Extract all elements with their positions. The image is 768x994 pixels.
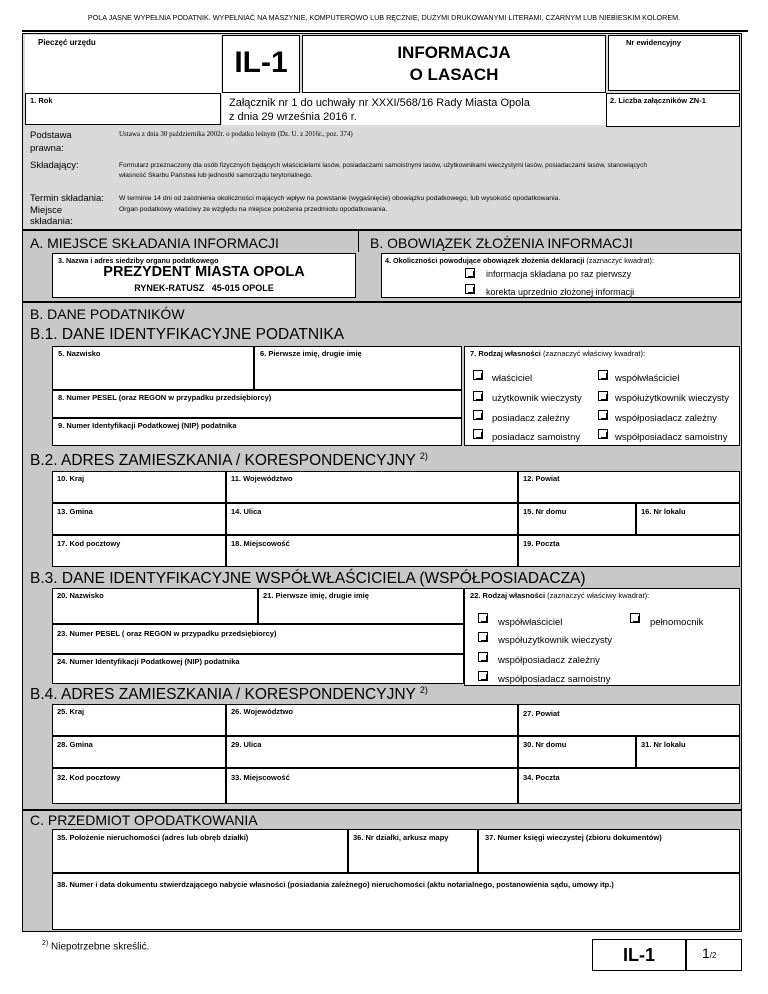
- option-co-independent-holder: współposiadacz samoistny: [615, 432, 728, 443]
- b2-footnote-mark: 2): [419, 451, 428, 461]
- form-code: IL-1: [234, 46, 288, 79]
- filers-text-1: Formularz przeznaczony dla osób fizycznych będących właścicielami lasów, posiadaczami samoistnymi lasów, użytkownikami wieczystymi lasów, posiadaczami lasów, stanowiących: [119, 162, 648, 169]
- field-5-label: 5. Nazwisko: [58, 349, 101, 358]
- option-b3-co-independent-holder: współposiadacz samoistny: [498, 674, 611, 685]
- header-rule: [22, 30, 748, 32]
- checkbox-co-independent-holder[interactable]: [598, 429, 608, 439]
- field-11-label: 11. Województwo: [231, 474, 293, 483]
- option-correction: korekta uprzednio złożonej informacji: [486, 287, 635, 297]
- field-17-label: 17. Kod pocztowy: [57, 539, 121, 548]
- deadline-label: Termin składania:: [30, 193, 104, 204]
- option-perpetual-user: użytkownik wieczysty: [492, 393, 582, 404]
- field-33-label: 33. Miejscowość: [231, 773, 290, 782]
- section-b-obligation-heading: B. OBOWIĄZEK ZŁOŻENIA INFORMACJI: [370, 235, 633, 251]
- basis-label-1: Podstawa: [30, 130, 72, 141]
- year-label: 1. Rok: [30, 96, 53, 105]
- section-ab-divider: [358, 230, 359, 252]
- field-7-hint: (zaznaczyć właściwy kwadrat):: [542, 349, 646, 358]
- field-30-label: 30. Nr domu: [523, 740, 567, 749]
- b2-heading: [30, 451, 428, 470]
- b2-heading-text: B.2. ADRES ZAMIESZKANIA / KORESPONDENCYJNY: [30, 452, 416, 470]
- checkbox-first-filing[interactable]: [465, 268, 475, 278]
- basis-label-2: prawna:: [30, 143, 64, 154]
- checkbox-owner[interactable]: [473, 370, 483, 380]
- footer-form-code: IL-1: [622, 945, 655, 965]
- year-field[interactable]: [25, 93, 221, 125]
- option-b3-co-dependent-holder: współposiadacz zależny: [498, 655, 600, 666]
- field-22-hint: (zaznaczyć właściwy kwadrat):: [547, 591, 650, 600]
- field-26-label: 26. Województwo: [231, 707, 293, 716]
- place-label-1: Miejsce: [30, 205, 63, 216]
- field-20-label: 20. Nazwisko: [57, 591, 104, 600]
- checkbox-co-owner[interactable]: [598, 370, 608, 380]
- attachment-line2: z dnia 29 września 2016 r.: [229, 111, 357, 123]
- checkbox-b3-co-perpetual-user[interactable]: [478, 632, 488, 642]
- page-total: /2: [709, 951, 717, 960]
- authority-name: PREZYDENT MIASTA OPOLA: [103, 264, 305, 280]
- checkbox-b3-co-independent-holder[interactable]: [478, 671, 488, 681]
- field-16-label: 16. Nr lokalu: [641, 507, 686, 516]
- place-label: [30, 205, 73, 227]
- basis-text: Ustawa z dnia 30 października 2002r. o podatku leśnym (Dz. U. z 2016r., poz. 374): [119, 130, 353, 138]
- field-7-label: [470, 349, 645, 358]
- b4-footnote-mark: 2): [419, 685, 428, 695]
- checkbox-co-perpetual-user[interactable]: [598, 391, 608, 401]
- footnote: [42, 940, 149, 952]
- field-23-label: 23. Numer PESEL ( oraz REGON w przypadku przedsiębiorcy): [57, 629, 277, 638]
- field-7-label-text: 7. Rodzaj własności: [470, 349, 541, 358]
- section-b-heading: B. DANE PODATNIKÓW: [30, 306, 185, 322]
- field-21-label: 21. Pierwsze imię, drugie imię: [263, 591, 369, 600]
- field-34-label: 34. Poczta: [523, 773, 560, 782]
- checkbox-b3-co-owner[interactable]: [478, 613, 488, 623]
- page-number: 1: [702, 945, 710, 961]
- field-3-label: 3. Nazwa i adres siedziby organu podatkowego: [58, 256, 219, 265]
- b4-heading: [30, 685, 428, 704]
- option-co-perpetual-user: współużytkownik wieczysty: [615, 393, 730, 404]
- option-b3-co-owner: współwłaściciel: [498, 617, 563, 628]
- attachment-line1: Załącznik nr 1 do uchwały nr XXXI/568/16 Rady Miasta Opola: [229, 97, 530, 109]
- b1-heading: B.1. DANE IDENTYFIKACYJNE PODATNIKA: [30, 326, 345, 343]
- field-25-label: 25. Kraj: [57, 707, 85, 716]
- form-title-line2: O LASACH: [409, 65, 499, 84]
- field-24-label: 24. Numer Identyfikacji Podatkowej (NIP) podatnika: [57, 657, 240, 666]
- b4-heading-text: B.4. ADRES ZAMIESZKANIA / KORESPONDENCYJNY: [30, 686, 416, 704]
- field-37-label: 37. Numer księgi wieczystej (zbioru dokumentów): [485, 833, 662, 842]
- option-owner: właściciel: [492, 373, 533, 384]
- footnote-text: Niepotrzebne skreślić.: [51, 941, 150, 953]
- option-co-owner: współwłaściciel: [615, 373, 680, 384]
- checkbox-perpetual-user[interactable]: [473, 391, 483, 401]
- filers-text-2: własność Skarbu Państwa lub jednostki samorządu terytorialnego.: [119, 172, 313, 179]
- field-14-box[interactable]: [226, 503, 518, 535]
- field-9-label: 9. Numer Identyfikacji Podatkowej (NIP) podatnika: [58, 421, 237, 430]
- basis-label: [30, 129, 72, 155]
- b3-heading: B.3. DANE IDENTYFIKACYJNE WSPÓŁWŁAŚCICIELA (WSPÓŁPOSIADACZA): [30, 570, 586, 587]
- section-a-heading: A. MIEJSCE SKŁADANIA INFORMACJI: [30, 235, 279, 251]
- section-c-heading: C. PRZEDMIOT OPODATKOWANIA: [30, 812, 258, 828]
- option-first-filing: informacja składana po raz pierwszy: [486, 269, 632, 279]
- field-31-label: 31. Nr lokalu: [641, 740, 686, 749]
- field-15-label: 15. Nr domu: [523, 507, 567, 516]
- field-4-hint: (zaznaczyć kwadrat):: [586, 256, 654, 265]
- checkbox-dependent-holder[interactable]: [473, 410, 483, 420]
- field-19-label: 19. Poczta: [523, 539, 560, 548]
- field-10-label: 10. Kraj: [57, 474, 85, 483]
- field-29-box[interactable]: [226, 736, 518, 768]
- footnote-mark: 2): [42, 940, 49, 947]
- deadline-text: W terminie 14 dni od zaistnienia okoliczności mających wpływ na powstanie (wygaśnięcie) obowiązku podatkowego, lub wysokość opodatkowania.: [119, 195, 561, 202]
- option-independent-holder: posiadacz samoistny: [492, 432, 581, 443]
- option-b3-proxy: pełnomocnik: [650, 617, 704, 628]
- field-38-label: 38. Numer i data dokumentu stwierdzającego nabycie własności (posiadania zależnego) nieruchomości (aktu notarialnego, postanowienia sądu, umowy itp.): [57, 880, 614, 889]
- field-4-label: [385, 256, 654, 265]
- field-22-label-text: 22. Rodzaj własności: [470, 591, 546, 600]
- stamp-label: Pieczęć urzędu: [38, 38, 96, 47]
- option-co-dependent-holder: współposiadacz zależny: [615, 413, 717, 424]
- checkbox-correction[interactable]: [465, 284, 475, 294]
- checkbox-b3-proxy[interactable]: [630, 613, 640, 623]
- field-12-label: 12. Powiat: [523, 474, 560, 483]
- field-35-label: 35. Położenie nieruchomości (adres lub obręb działki): [57, 833, 249, 842]
- field-13-label: 13. Gmina: [57, 507, 93, 516]
- place-label-2: składania:: [30, 216, 73, 227]
- field-27-label: 27. Powiat: [523, 709, 560, 718]
- place-text: Organ podatkowy właściwy ze względu na miejsce położenia przedmiotu opodatkowania.: [119, 206, 388, 213]
- field-4-label-text: 4. Okoliczności powodujące obowiązek złożenia deklaracji: [385, 256, 585, 265]
- checkbox-b3-co-dependent-holder[interactable]: [478, 652, 488, 662]
- attachments-count-label: 2. Liczba załączników ZN-1: [610, 96, 706, 105]
- checkbox-independent-holder[interactable]: [473, 429, 483, 439]
- field-32-label: 32. Kod pocztowy: [57, 773, 121, 782]
- field-36-label: 36. Nr działki, arkusz mapy: [353, 833, 449, 842]
- field-29-label: 29. Ulica: [231, 740, 262, 749]
- field-28-label: 28. Gmina: [57, 740, 93, 749]
- form-title-line1: INFORMACJA: [397, 43, 511, 62]
- option-b3-co-perpetual-user: współużytkownik wieczysty: [498, 635, 613, 646]
- header-note: POLA JASNE WYPEŁNIA PODATNIK. WYPEŁNIAĆ NA MASZYNIE, KOMPUTEROWO LUB RĘCZNIE, DUŻYMI DRUKOWANYMI LITERAMI, CZARNYM LUB NIEBIESKIM KOLOREM.: [87, 13, 681, 22]
- checkbox-co-dependent-holder[interactable]: [598, 410, 608, 420]
- filers-label: Składający:: [30, 160, 79, 171]
- field-18-label: 18. Miejscowość: [231, 539, 290, 548]
- field-14-label: 14. Ulica: [231, 507, 262, 516]
- field-6-label: 6. Pierwsze imię, drugie imię: [260, 349, 362, 358]
- option-dependent-holder: posiadacz zależny: [492, 413, 570, 424]
- authority-address: RYNEK-RATUSZ 45-015 OPOLE: [134, 283, 274, 293]
- evidence-number-label: Nr ewidencyjny: [626, 38, 682, 47]
- field-22-label: [470, 591, 649, 600]
- footer-page-number: [702, 945, 716, 961]
- field-8-label: 8. Numer PESEL (oraz REGON w przypadku przedsiębiorcy): [58, 393, 272, 402]
